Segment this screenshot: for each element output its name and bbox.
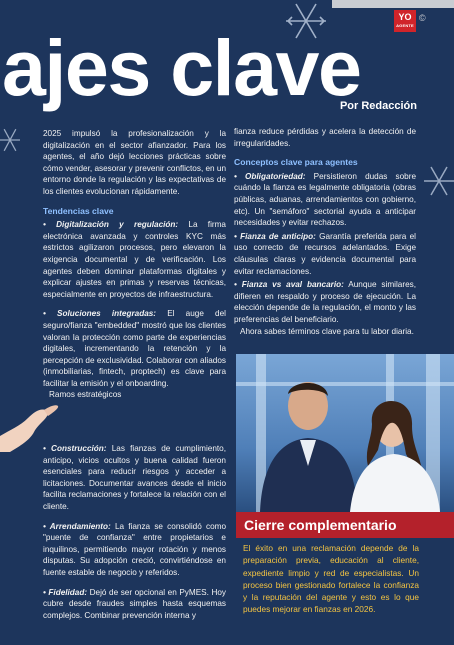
snowflake-icon [0, 120, 20, 160]
cierre-paragraph: El éxito en una reclamación depende de la preparación previa, educación al cliente, expediente limpio y red de especialistas. Un proceso bien gestionado fortalece la confianza y la reputación del agente y esto es lo que puedes mejorar en fianzas en 2026. [243, 543, 419, 615]
closing-line: Ahora sabes términos clave para tu labor diaria. [240, 326, 414, 336]
brand-logo [394, 10, 416, 32]
byline: Por Redacción [339, 100, 417, 112]
bullet-anticipo: • Fianza de anticipo: Garantía preferida para el uso correcto de recursos adelantados. Exige cláusulas claras y evidencia documental para evitar reclamaciones. [234, 231, 416, 276]
intro-paragraph: 2025 impulsó la profesionalización y la digitalización en el sector afianzador. Para los agentes, el año dejó lecciones prácticas sobre cómo vender, asesorar y prevenir conflictos, en un entorno donde la regulación y las expectativas de los clientes evolucionan rápidamente. [43, 129, 226, 196]
top-bar [332, 0, 454, 8]
copyright-mark: © [419, 13, 426, 23]
conceptos-heading: Conceptos clave para agentes [234, 157, 358, 168]
left-column [43, 128, 226, 629]
continued-paragraph: fianza reduce pérdidas y acelera la detección de irregularidades. [234, 127, 416, 148]
tendencias-heading: Tendencias clave [43, 205, 114, 216]
bullet-digitalizacion: • Digitalización y regulación: La firma electrónica avanzada y controles KYC más estrictos agilizaron procesos, pero elevaron la exigencia documental y de verificación. Los agentes deben dominar plataformas digitales y explicar ajustes en primas y reservas técnicas, especialmente en proyectos de infraestructura. [43, 220, 226, 299]
bullet-construccion: • Construcción: Las fianzas de cumplimiento, anticipo, vicios ocultos y buena calidad fueron esenciales para reducir riesgos y acceder a licitaciones. Documentar avances desde el inicio facilita reclamaciones y fortalece la relación con el cliente. [43, 444, 227, 512]
bullet-fidelidad: • Fidelidad: Dejó de ser opcional en PyMES. Hoy cubre desde fraudes simples hasta esquemas complejos. Combinar prevención interna y [43, 587, 227, 620]
brand-name: YO [398, 12, 412, 22]
snowflake-icon [423, 160, 454, 202]
bullet-arrendamiento: • Arrendamiento: La fianza se consolidó como "puente de confianza" entre propietarios e inquilinos, permitiendo mayor rotación y menos disputas. Su adopción creció, convirtiéndose en fuente estable de negocio y referidos. [43, 521, 226, 577]
bullet-obligatoriedad: • Obligatoriedad: Persistieron dudas sobre cuándo la fianza es legalmente obligatoria (obras públicas, aduanas, arrendamientos con gobierno, etc). Un "semáforo" sectorial ayuda a anticipar necesidades y evitar rechazos. [234, 171, 417, 228]
hand-illustration [0, 396, 60, 452]
brand-sub: AGENTE [396, 23, 414, 28]
right-column [234, 126, 416, 337]
bullet-aval: • Fianza vs aval bancario: Aunque similares, difieren en respaldo y proceso de ejecución. La elección depende de la regulación, el monto y las preferencias del beneficiario. [234, 280, 416, 324]
agents-photo [236, 354, 454, 512]
cierre-heading: Cierre complementario [236, 512, 454, 538]
page-title: ajes clave [2, 23, 361, 112]
bullet-soluciones: • Soluciones integradas: El auge del seguro/fianza "embedded" mostró que los clientes valoran la protección como parte de experiencias digitales, incrementando la retención y la percepción de exclusividad. Colaborar con aliados (inmobiliarias, fintech, proptech) es clave para facilitar la emisión y el onboarding. [43, 309, 226, 388]
ramos-label: Ramos estratégicos [49, 390, 122, 400]
